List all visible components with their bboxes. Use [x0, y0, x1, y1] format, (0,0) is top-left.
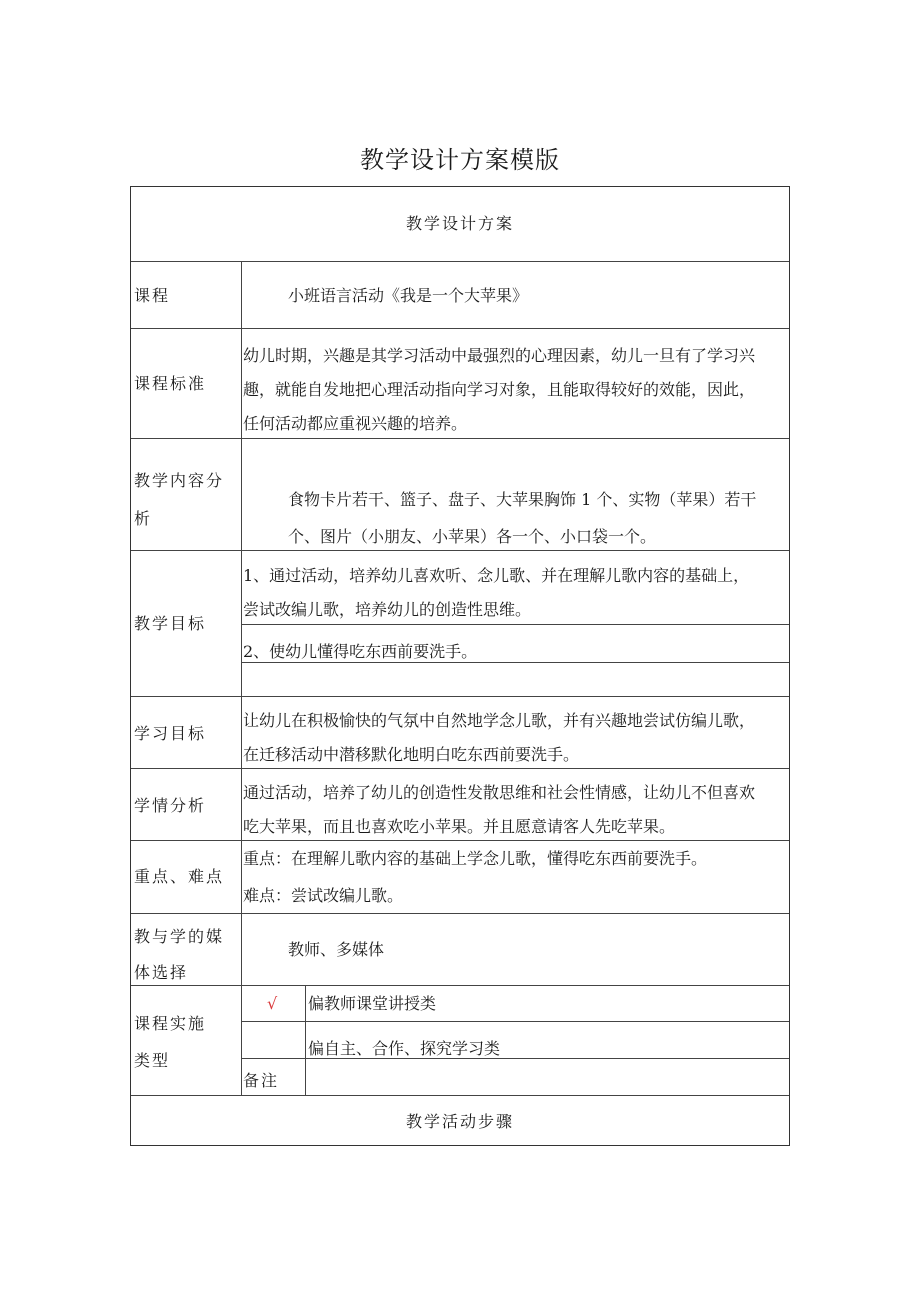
- check-mark-icon: √: [267, 994, 278, 1013]
- standard-line: 任何活动都应重视兴趣的培养。: [243, 414, 468, 433]
- impl-option-inquiry: 偏自主、合作、探究学习类: [308, 1039, 501, 1058]
- goal-item-1: 尝试改编儿歌，培养幼儿的创造性思维。: [243, 600, 532, 619]
- row-divider: [131, 1095, 789, 1096]
- content-analysis-label: 析: [134, 509, 153, 528]
- goals-label: 教学目标: [134, 614, 207, 633]
- learner-analysis-line: 吃大苹果，而且也喜欢吃小苹果。并且愿意请客人先吃苹果。: [243, 817, 676, 836]
- learning-goals-label: 学习目标: [134, 724, 207, 743]
- content-analysis-line: 个、图片（小朋友、小苹果）各一个、小口袋一个。: [288, 527, 657, 546]
- standard-line: 趣，就能自发地把心理活动指向学习对象，且能取得较好的效能，因此，: [243, 380, 756, 399]
- learner-analysis-line: 通过活动，培养了幼儿的创造性发散思维和社会性情感，让幼儿不但喜欢: [243, 783, 756, 802]
- table-header: 教学设计方案: [405, 214, 514, 233]
- column-divider: [305, 985, 306, 1095]
- impl-type-label: 类型: [134, 1051, 171, 1070]
- remarks-label: 备注: [243, 1071, 280, 1090]
- row-divider: [131, 328, 789, 329]
- row-divider: [131, 261, 789, 262]
- goal-item-1: 1、通过活动，培养幼儿喜欢听、念儿歌、并在理解儿歌内容的基础上，: [243, 566, 750, 585]
- media-value: 教师、多媒体: [288, 940, 385, 959]
- impl-type-label: 课程实施: [134, 1014, 207, 1033]
- document-title: 教学设计方案模版: [360, 146, 560, 174]
- key-points-label: 重点、难点: [134, 867, 225, 886]
- row-divider: [131, 913, 789, 914]
- goal-item-2: 2、使幼儿懂得吃东西前要洗手。: [243, 642, 478, 661]
- learner-analysis-label: 学情分析: [134, 796, 207, 815]
- media-label: 体选择: [134, 963, 189, 982]
- row-divider: [131, 696, 789, 697]
- media-label: 教与学的媒: [134, 927, 225, 946]
- row-divider: [131, 985, 789, 986]
- standard-line: 幼儿时期，兴趣是其学习活动中最强烈的心理因素，幼儿一旦有了学习兴: [243, 346, 756, 365]
- column-divider: [241, 261, 242, 1095]
- course-value: 小班语言活动《我是一个大苹果》: [288, 286, 529, 305]
- content-analysis-label: 教学内容分: [134, 471, 225, 490]
- steps-header: 教学活动步骤: [405, 1112, 514, 1131]
- lesson-plan-table: [130, 186, 790, 1146]
- impl-option-teacher-led: 偏教师课堂讲授类: [308, 994, 437, 1013]
- difficulty-point: 难点：尝试改编儿歌。: [243, 886, 404, 905]
- key-point: 重点：在理解儿歌内容的基础上学念儿歌，懂得吃东西前要洗手。: [243, 849, 708, 868]
- content-analysis-line: 食物卡片若干、篮子、盘子、大苹果胸饰 1 个、实物（苹果）若干: [288, 490, 757, 509]
- learning-goals-line: 在迁移活动中潜移默化地明白吃东西前要洗手。: [243, 745, 580, 764]
- course-label: 课程: [134, 286, 171, 305]
- learning-goals-line: 让幼儿在积极愉快的气氛中自然地学念儿歌，并有兴趣地尝试仿编儿歌，: [243, 711, 756, 730]
- standard-label: 课程标准: [134, 374, 207, 393]
